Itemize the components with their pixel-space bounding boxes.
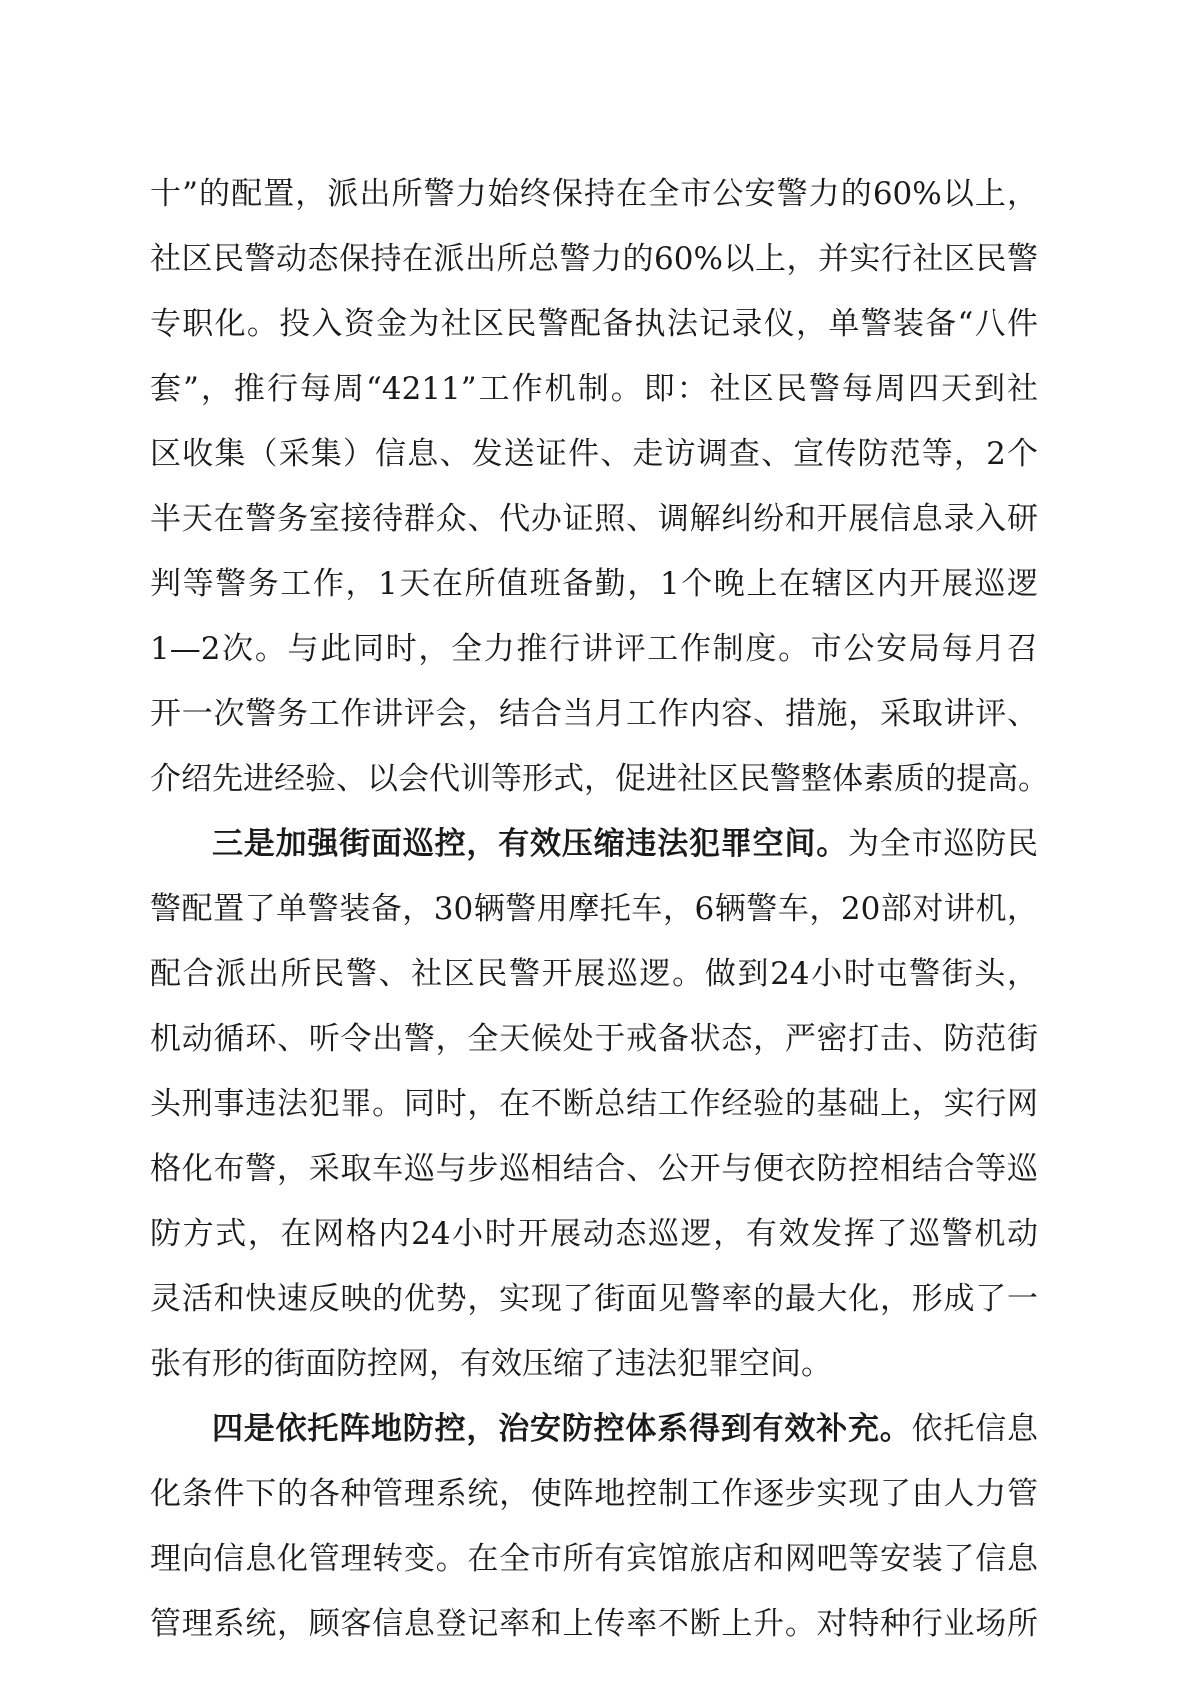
text-line xyxy=(150,487,1038,552)
line-text: 配合派出所民警、社区民警开展巡逻。做到24小时屯警街头， xyxy=(150,956,1038,992)
paragraph-lead-bold: 三是加强街面巡控，有效压缩违法犯罪空间。 xyxy=(212,826,848,862)
line-text: 机动循环、听令出警，全天候处于戒备状态，严密打击、防范街 xyxy=(150,1021,1038,1057)
line-text: 区收集（采集）信息、发送证件、走访调查、宣传防范等，2个 xyxy=(150,436,1038,472)
line-text: 套”，推行每周“4211”工作机制。即：社区民警每周四天到社 xyxy=(150,371,1038,407)
text-line xyxy=(150,1527,1038,1592)
text-line xyxy=(150,1072,1038,1137)
text-line xyxy=(150,1202,1038,1267)
line-text: 格化布警，采取车巡与步巡相结合、公开与便衣防控相结合等巡 xyxy=(150,1151,1038,1187)
line-text: 半天在警务室接待群众、代办证照、调解纠纷和开展信息录入研 xyxy=(150,501,1038,537)
line-text: 开一次警务工作讲评会，结合当月工作内容、措施，采取讲评、 xyxy=(150,696,1038,732)
line-text: 介绍先进经验、以会代训等形式，促进社区民警整体素质的提高。 xyxy=(150,761,1049,797)
text-line xyxy=(150,1332,1038,1397)
text-line xyxy=(150,552,1038,617)
text-line xyxy=(150,682,1038,747)
text-line xyxy=(150,1007,1038,1072)
paragraph-lead-bold: 四是依托阵地防控，治安防控体系得到有效补充。 xyxy=(212,1411,912,1447)
text-line xyxy=(150,1462,1038,1527)
line-text: 张有形的街面防控网，有效压缩了违法犯罪空间。 xyxy=(150,1346,832,1382)
line-text: 十”的配置，派出所警力始终保持在全市公安警力的60%以上， xyxy=(150,176,1038,212)
line-text: 1—2次。与此同时，全力推行讲评工作制度。市公安局每月召 xyxy=(150,631,1038,667)
text-line xyxy=(150,227,1038,292)
line-text: 为全市巡防民 xyxy=(848,826,1038,862)
text-line xyxy=(150,617,1038,682)
text-line xyxy=(150,292,1038,357)
text-line xyxy=(150,357,1038,422)
text-line xyxy=(150,1592,1038,1657)
line-text: 判等警务工作，1天在所值班备勤，1个晚上在辖区内开展巡逻 xyxy=(150,566,1038,602)
text-line xyxy=(150,1267,1038,1332)
line-text: 管理系统，顾客信息登记率和上传率不断上升。对特种行业场所 xyxy=(150,1606,1038,1642)
line-text: 防方式，在网格内24小时开展动态巡逻，有效发挥了巡警机动 xyxy=(150,1216,1038,1252)
text-line xyxy=(150,747,1049,812)
paragraph-heading-line xyxy=(150,812,1038,877)
document-body xyxy=(150,162,1049,1657)
paragraph-heading-line xyxy=(150,1397,1038,1462)
text-line xyxy=(150,1137,1038,1202)
line-text: 化条件下的各种管理系统，使阵地控制工作逐步实现了由人力管 xyxy=(150,1476,1038,1512)
line-text: 灵活和快速反映的优势，实现了街面见警率的最大化，形成了一 xyxy=(150,1281,1038,1317)
line-text: 依托信息 xyxy=(911,1411,1039,1447)
line-text: 理向信息化管理转变。在全市所有宾馆旅店和网吧等安装了信息 xyxy=(150,1541,1038,1577)
text-line xyxy=(150,942,1038,1007)
line-text: 警配置了单警装备，30辆警用摩托车，6辆警车，20部对讲机， xyxy=(150,891,1038,927)
text-line xyxy=(150,877,1038,942)
line-text: 社区民警动态保持在派出所总警力的60%以上，并实行社区民警 xyxy=(150,241,1038,277)
text-line xyxy=(150,422,1038,487)
text-line xyxy=(150,162,1038,227)
line-text: 头刑事违法犯罪。同时，在不断总结工作经验的基础上，实行网 xyxy=(150,1086,1038,1122)
line-text: 专职化。投入资金为社区民警配备执法记录仪，单警装备“八件 xyxy=(150,306,1038,342)
